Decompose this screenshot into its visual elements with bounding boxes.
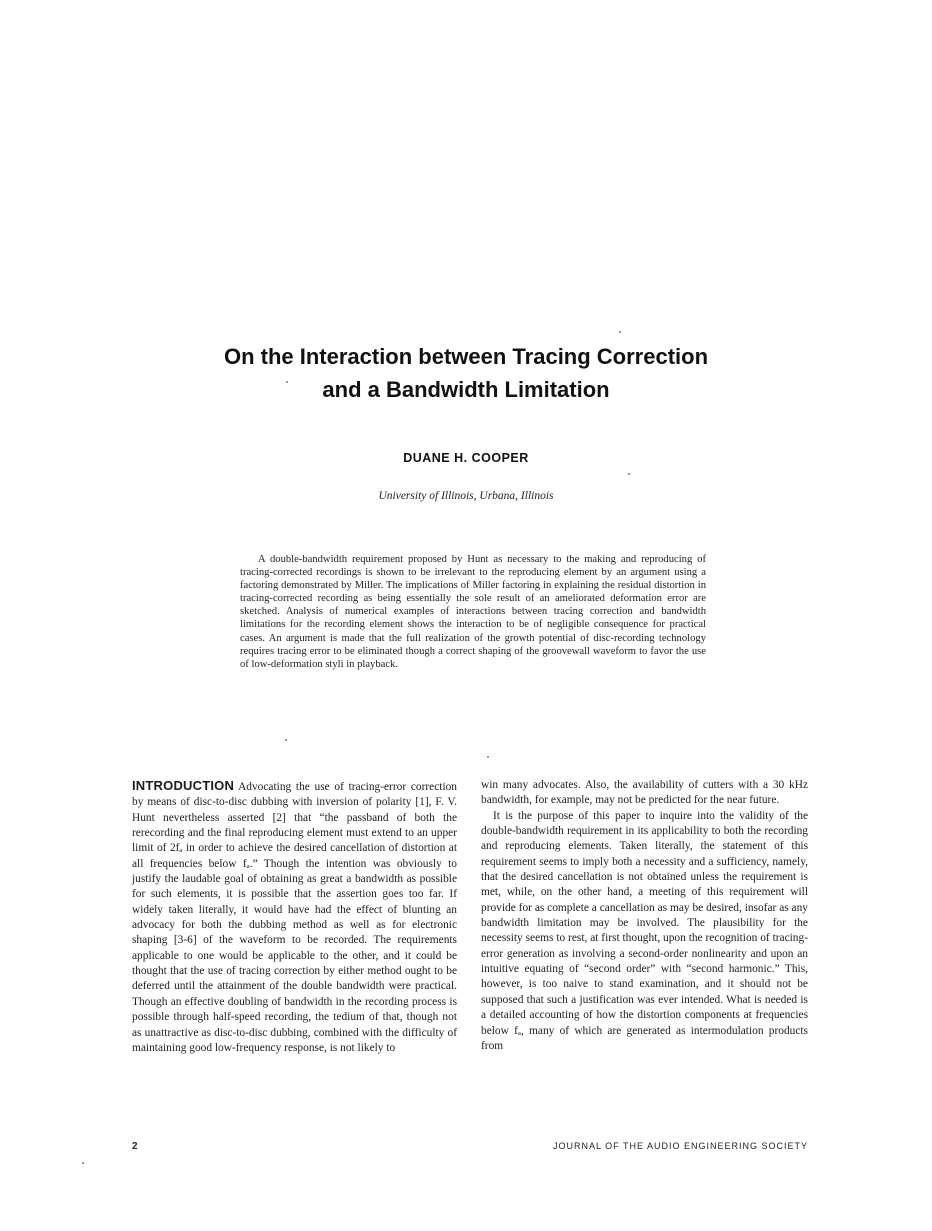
intro-paragraph [132,778,457,1056]
scan-speck [619,331,621,333]
title-line-2: and a Bandwidth Limitation [322,377,610,402]
left-column [132,778,457,1056]
body-paragraph-2: It is the purpose of this paper to inquire into the validity of the double-bandwidth requirement in its applicability to both the recording and reproducing elements. Taken literally, the statement of this requirement seems to imply both a necessity and a sufficiency, namely, that the desired cancellation is not obtained unless the requirement is met, while, on the other hand, a meeting of this requirement will provide for as complete a cancellation as may be desired, insofar as any bandwidth limitation may be involved. The plausibility for the necessity seems to rest, at first thought, upon the recognition of tracing-error generation as involving a second-order nonlinearity and upon an intuitive equating of “second order” with “second harmonic.” This, however, is too naive to stand examination, and it should not be supposed that such a justification was ever intended. What is needed is a detailed accounting of how the distortion components at frequencies below fₐ, many of which are generated as intermodulation products from [481,809,808,1052]
scan-speck [628,473,630,475]
author-affiliation: University of Illinois, Urbana, Illinois [378,490,554,502]
right-column [481,778,808,1054]
scan-speck [285,739,287,741]
intro-text: Advocating the use of tracing-error correction by means of disc-to-disc dubbing with inversion of polarity [1], F. V. Hunt nevertheless asserted [2] that “the passband of both the rerecording and the final reproducing element must extend to an upper limit of 2fₐ in order to achieve the desired cancellation of distortion at all frequencies below fₐ.” Though the intention was obviously to justify the laudable goal of obtaining as great a bandwidth as possible for such elements, it is possible that the assertion goes too far. If widely taken literally, it would have had the effect of blunting an advocacy for both the dubbing method as well as for electronic shaping [3-6] of the waveform to be recorded. The requirements applicable to one would be applicable to the other, and it could be thought that the use of tracing correction by either method ought to be deferred until the attainment of the double bandwidth were practical. Though an effective doubling of bandwidth in the recording process is possible through half-speed recording, the tedium of that, though not as unattractive as disc-to-disc dubbing, combined with the difficulty of maintaining good low-frequency response, is not likely to [132,781,457,1054]
scan-speck [82,1162,84,1164]
scan-speck [487,756,489,758]
section-heading-introduction: INTRODUCTION [132,778,235,793]
author-name: DUANE H. COOPER [403,451,529,465]
title-line-1: On the Interaction between Tracing Correction [223,344,709,369]
body-paragraph-1: win many advocates. Also, the availability of cutters with a 30 kHz bandwidth, for example, may not be predicted for the near future. [481,779,808,807]
scan-speck [286,381,288,383]
journal-name: JOURNAL OF THE AUDIO ENGINEERING SOCIETY [552,1141,808,1151]
abstract: A double-bandwidth requirement proposed by Hunt as necessary to the making and reproducing of tracing-corrected recordings is shown to be irrelevant to the reproducing element by an argument using a factoring demonstrated by Miller. The implications of Miller factoring in explaining the residual distortion in tracing-corrected recording as being essentially the sole result of an ameliorated deformation error are sketched. Analysis of numerical examples of interactions between tracing correction and bandwidth limitations for the recording element shows the interaction to be of negligible consequence for practical cases. An argument is made that the full realization of the growth potential of disc-recording technology requires tracing error to be eliminated though a correct shaping of the groovewall waveform to favor the use of low-deformation styli in playback. [240,554,706,670]
page-number: 2 [132,1141,138,1152]
paper-title [120,340,812,406]
